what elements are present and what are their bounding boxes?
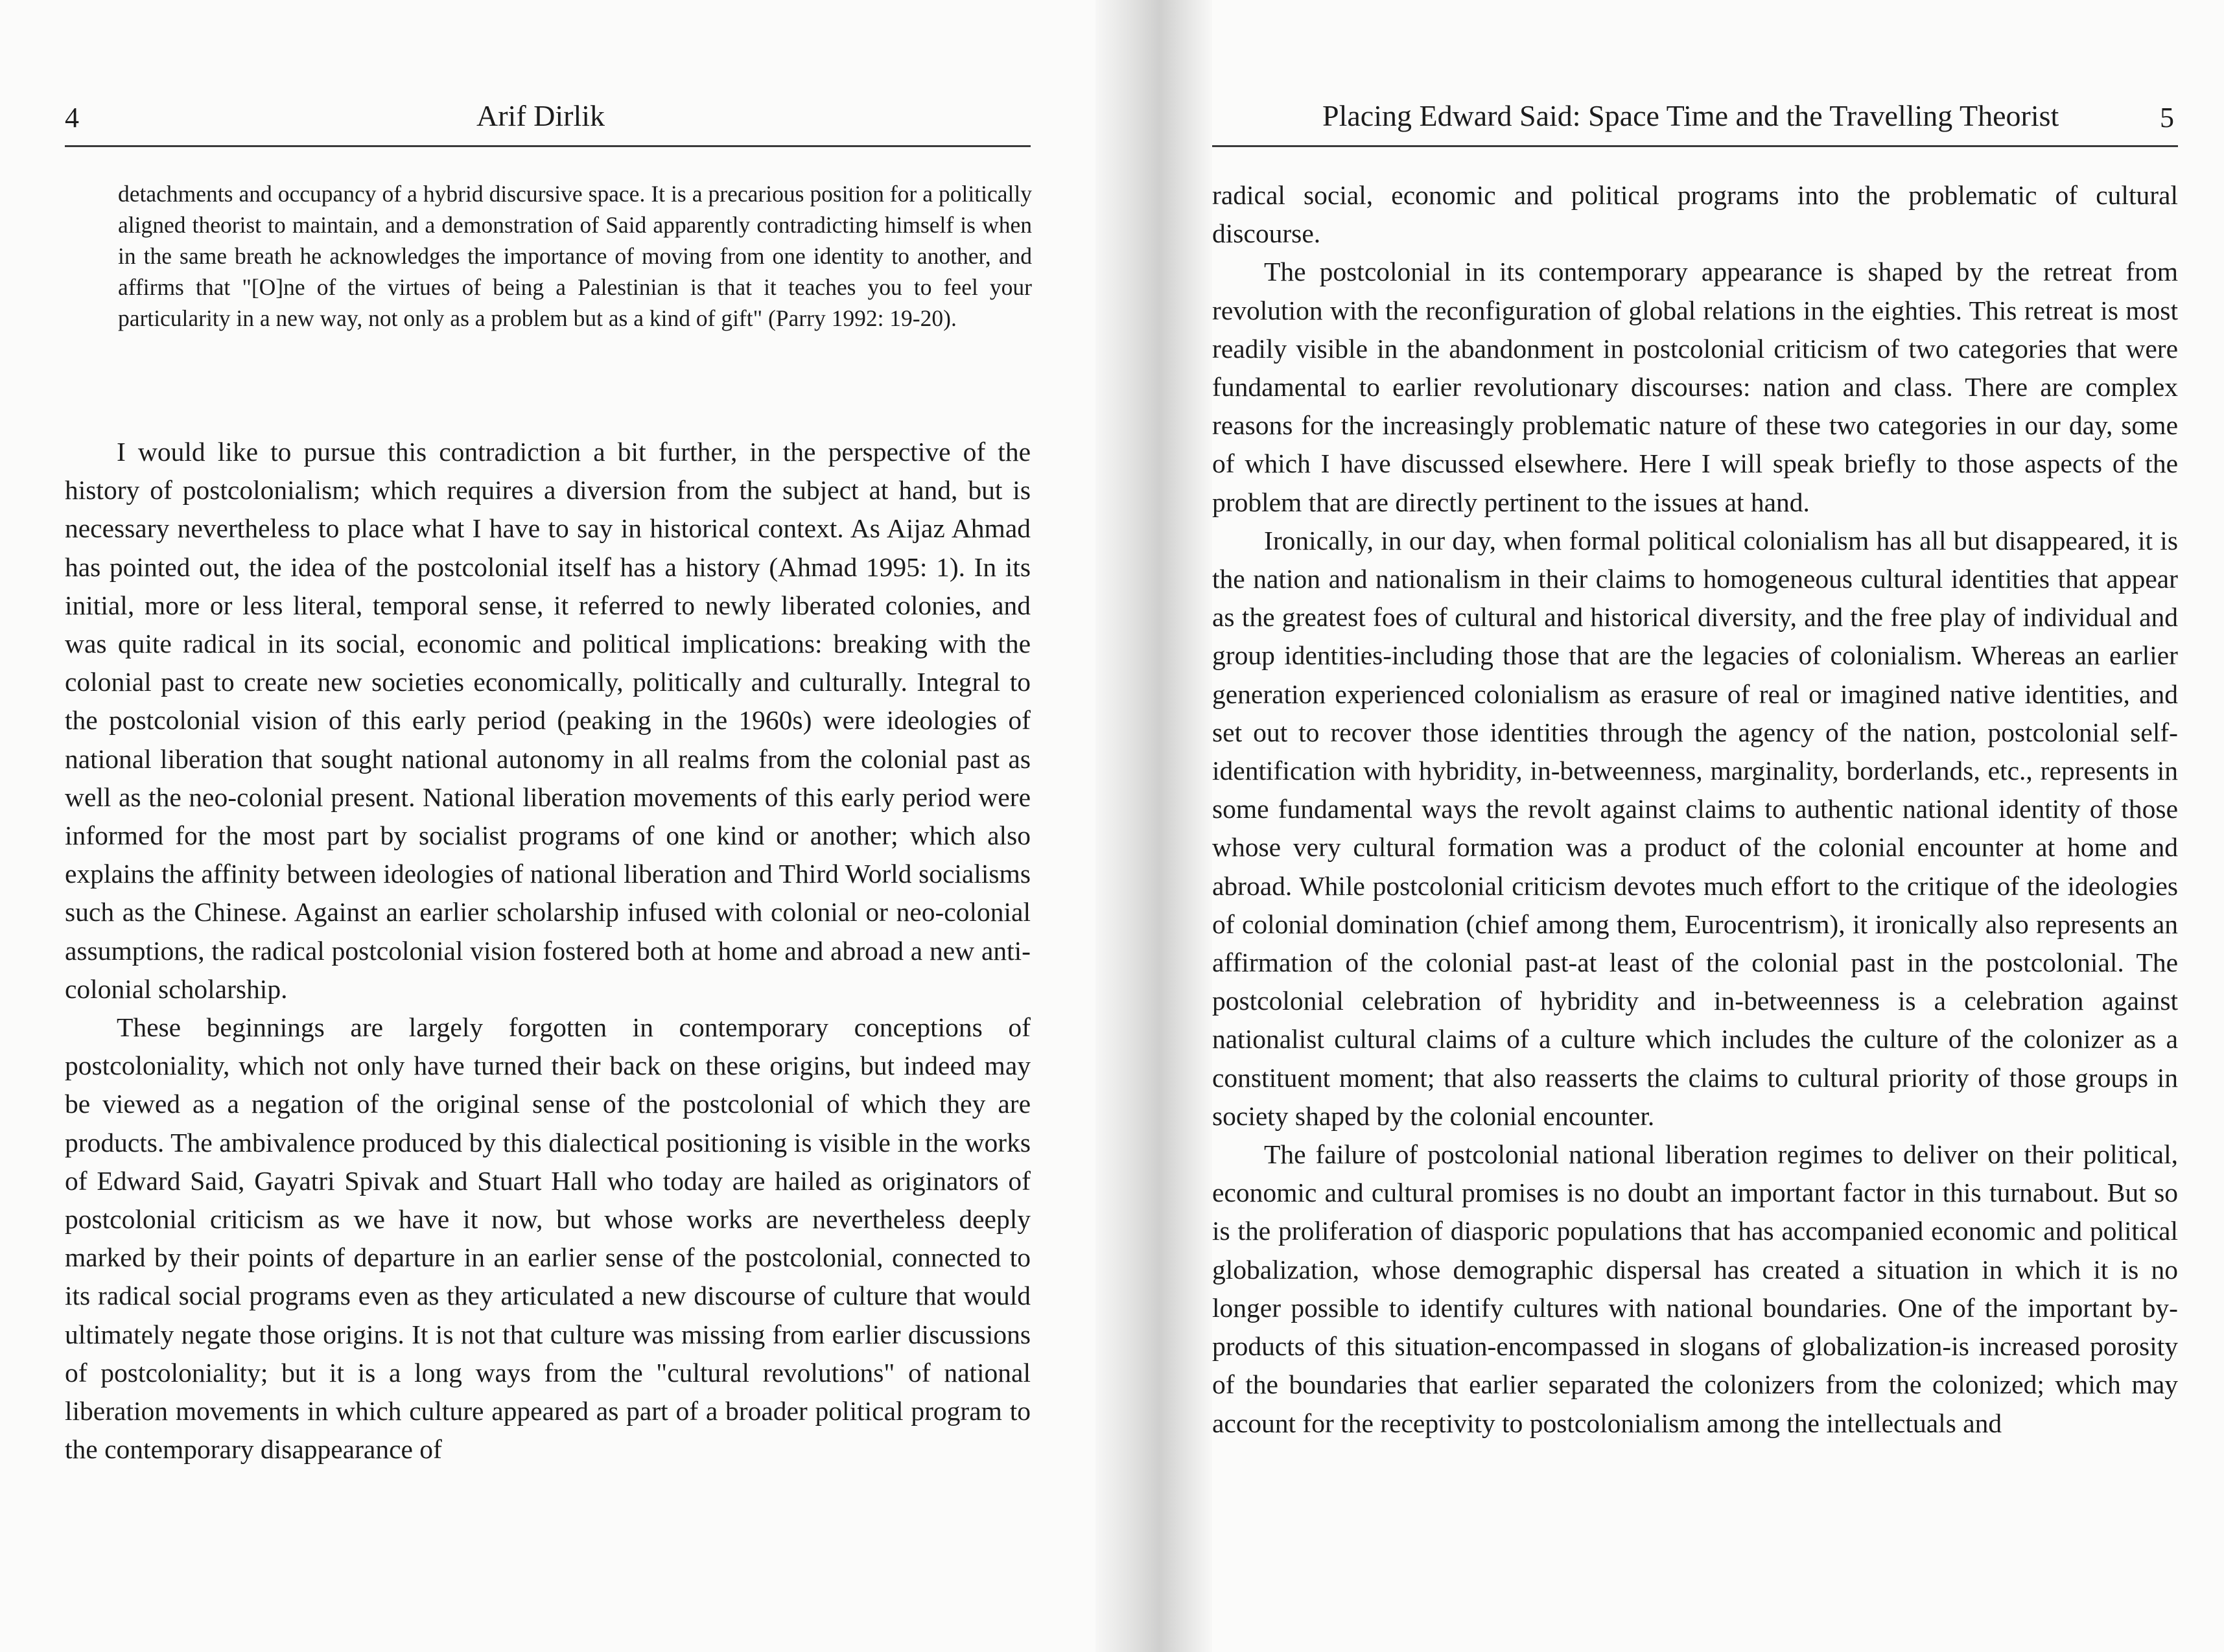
block-quote: [118, 178, 1032, 334]
page-number: 4: [65, 102, 79, 134]
running-head: Placing Edward Said: Space Time and the Travelling Theorist: [1322, 99, 2059, 132]
right-body-text: [1212, 176, 2178, 1443]
paragraph: The failure of postcolonial national liberation regimes to deliver on their political, economic and cultural promises is no doubt an important factor in this turnabout. But so is the proliferation of diasporic populations that has accompanied economic and political globalization, whose demographic dispersal has created a situation in which it is no longer possible to identify cultures with national boundaries. One of the important by-products of this situation-encompassed in slogans of globalization-is increased porosity of the boundaries that earlier separated the colonizers from the colonized; which may account for the receptivity to postcolonialism among the intellectuals and: [1212, 1139, 2178, 1438]
paragraph-continued: radical social, economic and political programs into the problematic of cultural discourse.: [1212, 180, 2178, 249]
book-gutter: [1095, 0, 1212, 1652]
left-page-header: [65, 97, 1031, 147]
right-page-header: [1212, 97, 2178, 147]
paragraph: The postcolonial in its contemporary appearance is shaped by the retreat from revolution with the reconfiguration of global relations in the eighties. This retreat is most readily visible in the abandonment in postcolonial criticism of two categories that were fundamental to earlier revolutionary discourses: nation and class. There are complex reasons for the increasingly problematic nature of these two categories in our day, some of which I have discussed elsewhere. Here I will speak briefly to those aspects of the problem that are directly pertinent to the issues at hand.: [1212, 257, 2178, 517]
quote-text: detachments and occupancy of a hybrid discursive space. It is a precarious position for a politically aligned theorist to maintain, and a demonstration of Said apparently contradicting himself is when in the same breath he acknowledges the importance of moving from one identity to another, and affirms that "[O]ne of the virtues of being a Palestinian is that it teaches you to feel your particularity in a new way, not only as a problem but as a kind of gift" (Parry 1992: 19-20).: [118, 181, 1032, 331]
left-page: [65, 0, 1031, 1652]
page-number: 5: [2160, 102, 2174, 134]
paragraph: I would like to pursue this contradiction a bit further, in the perspective of the history of postcolonialism; which requires a diversion from the subject at hand, but is necessary nevertheless to place what I have to say in historical context. As Aijaz Ahmad has pointed out, the idea of the postcolonial itself has a history (Ahmad 1995: 1). In its initial, more or less literal, temporal sense, it referred to newly liberated colonies, and was quite radical in its social, economic and political implications: breaking with the colonial past to create new societies economically, politically and culturally. Integral to the postcolonial vision of this early period (peaking in the 1960s) were ideologies of national liberation that sought national autonomy in all realms from the colonial past as well as the neo-colonial present. National liberation movements of this early period were informed for the most part by socialist programs of one kind or another; which also explains the affinity between ideologies of national liberation and Third World socialisms such as the Chinese. Against an earlier scholarship infused with colonial or neo-colonial assumptions, the radical postcolonial vision fostered both at home and abroad a new anti-colonial scholarship.: [65, 437, 1031, 1004]
paragraph: These beginnings are largely forgotten in contemporary conceptions of postcoloniality, which not only have turned their back on these origins, but indeed may be viewed as a negation of the original sense of the postcolonial of which they are products. The ambivalence produced by this dialectical positioning is visible in the works of Edward Said, Gayatri Spivak and Stuart Hall who today are hailed as originators of postcolonial criticism as we have it now, but whose works are nevertheless deeply marked by their points of departure in an earlier sense of the postcolonial, connected to its radical social programs even as they articulated a new discourse of culture that would ultimately negate those origins. It is not that culture was missing from earlier discussions of postcoloniality; but it is a long ways from the "cultural revolutions" of national liberation movements in which culture appeared as part of a broader political program to the contemporary disappearance of: [65, 1012, 1031, 1465]
right-page: [1212, 0, 2178, 1652]
left-body-text: [65, 433, 1031, 1469]
paragraph: Ironically, in our day, when formal political colonialism has all but disappeared, it is the nation and nationalism in their claims to homogeneous cultural identities that appear as the greatest foes of cultural and historical diversity, and the free play of individual and group identities-including those that are the legacies of colonialism. Whereas an earlier generation experienced colonialism as erasure of real or imagined native identities, and set out to recover those identities through the agency of the nation, postcolonial self-identification with hybridity, in-betweenness, marginality, borderlands, etc., represents in some fundamental ways the revolt against claims to authentic national identity of those whose very cultural formation was a product of the colonial encounter at home and abroad. While postcolonial criticism devotes much effort to the critique of the ideologies of colonial domination (chief among them, Eurocentrism), it ironically also represents an affirmation of the colonial past-at least of the colonial past in the postcolonial. The postcolonial celebration of hybridity and in-betweenness is a celebration against nationalist cultural claims of a culture which includes the culture of the colonizer as a constituent moment; that also reasserts the claims to cultural priority of those groups in society shaped by the colonial encounter.: [1212, 525, 2178, 1131]
running-head: Arif Dirlik: [476, 99, 605, 132]
